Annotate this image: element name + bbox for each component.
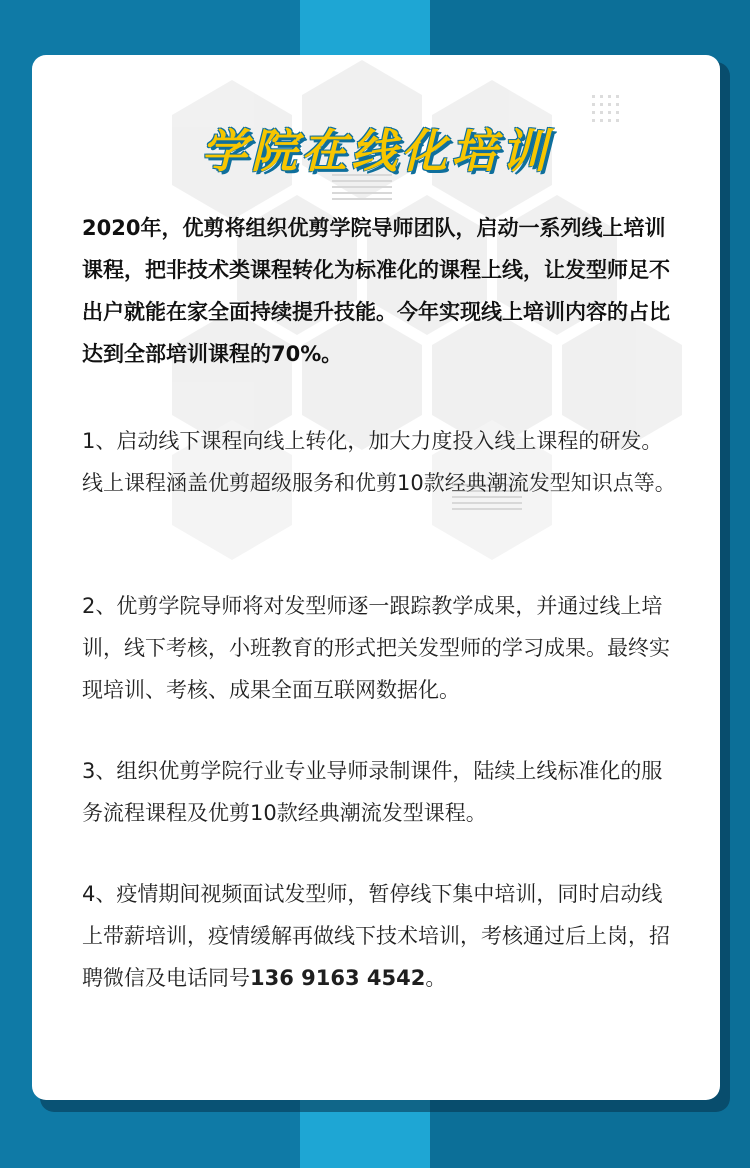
list-item-1: 1、启动线下课程向线上转化，加大力度投入线上课程的研发。线上课程涵盖优剪超级服务和优剪10款经典潮流发型知识点等。 <box>82 429 676 495</box>
list-item-4-end: 。 <box>425 966 447 990</box>
intro-paragraph: 2020年，优剪将组织优剪学院导师团队，启动一系列线上培训课程，把非技术类课程转化为标准化的课程上线，让发型师足不出户就能在家全面持续提升技能。今年实现线上培训内容的占比达到全部培训课程的70%。 <box>82 216 670 366</box>
content-card <box>32 55 720 1100</box>
list-item-4 <box>82 873 682 999</box>
list-item-4-text: 4、疫情期间视频面试发型师，暂停线下集中培训，同时启动线上带薪培训，疫情缓解再做线下技术培训，考核通过后上岗，招聘微信及电话同号 <box>82 882 670 990</box>
phone-number: 136 9163 4542 <box>250 966 426 990</box>
list-item-3: 3、组织优剪学院行业专业导师录制课件，陆续上线标准化的服务流程课程及优剪10款经典潮流发型课程。 <box>82 759 663 825</box>
page-title: 学院在线化培训 <box>201 124 551 178</box>
list-item-2: 2、优剪学院导师将对发型师逐一跟踪教学成果，并通过线上培训，线下考核，小班教育的形式把关发型师的学习成果。最终实现培训、考核、成果全面互联网数据化。 <box>82 594 670 702</box>
